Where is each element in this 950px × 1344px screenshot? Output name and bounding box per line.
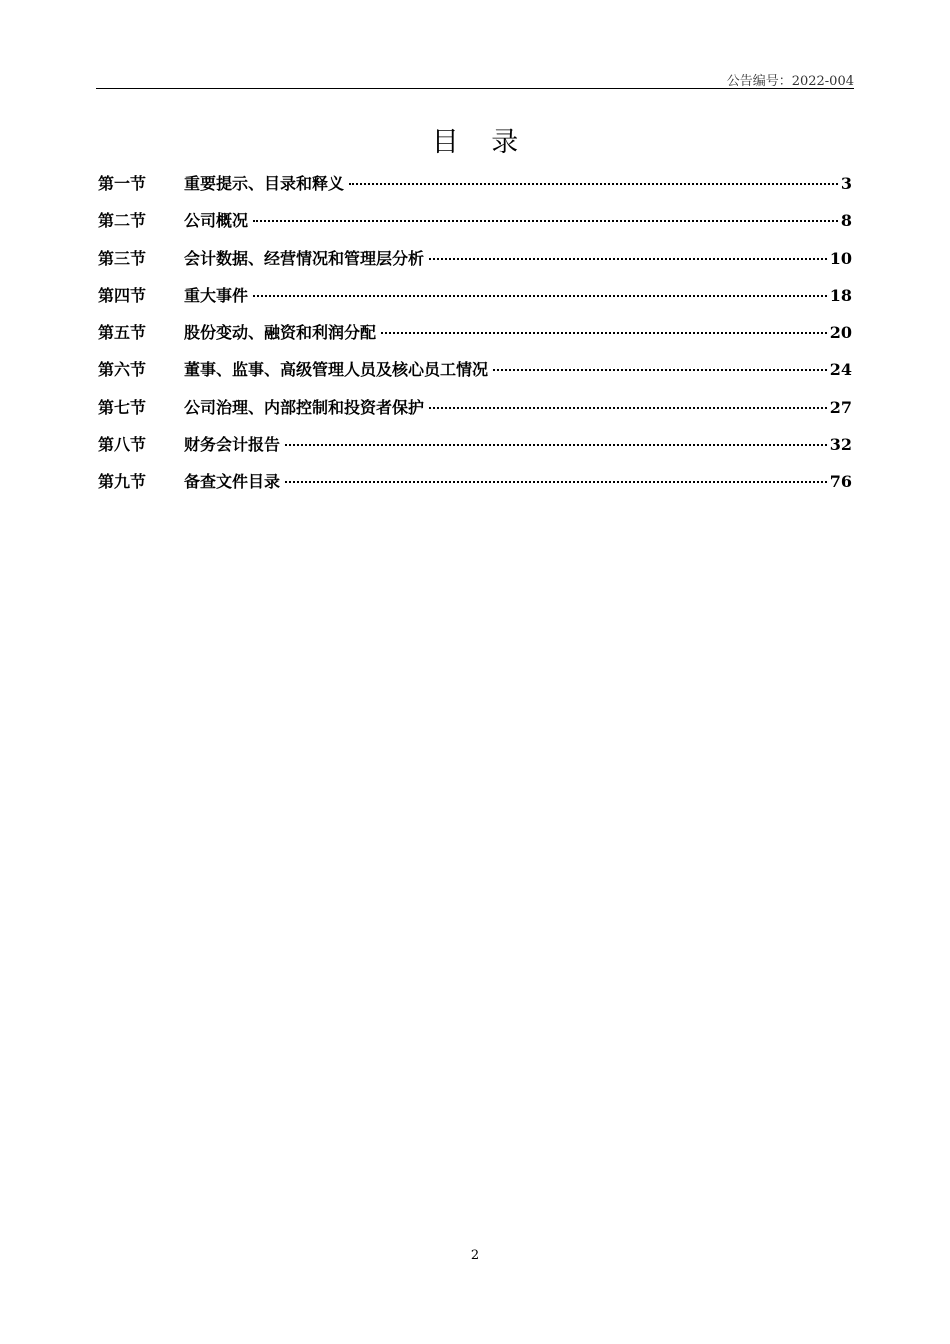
toc-page-number: 20: [829, 323, 852, 343]
toc-entry[interactable]: [98, 246, 852, 283]
page-number: 2: [470, 1248, 480, 1263]
dot-leader: [381, 332, 827, 334]
toc-section-title: 公司概况: [184, 211, 249, 231]
toc-entry[interactable]: [98, 395, 852, 432]
dot-leader: [253, 220, 838, 222]
page-title: 目 录: [431, 127, 531, 158]
toc-page-number: 32: [829, 435, 852, 455]
toc-entry[interactable]: [98, 432, 852, 469]
toc-page-number: 8: [840, 211, 852, 231]
toc-section-title: 重要提示、目录和释义: [184, 174, 345, 193]
toc-page-number: 18: [829, 285, 852, 305]
dot-leader: [285, 444, 827, 446]
toc-section-number: 第五节: [98, 323, 147, 343]
table-of-contents: [98, 171, 852, 507]
dot-leader: [429, 407, 827, 409]
toc-entry[interactable]: [98, 469, 852, 506]
toc-page-number: 24: [829, 360, 852, 380]
toc-entry[interactable]: [98, 208, 852, 245]
toc-section-title: 重大事件: [184, 285, 249, 305]
header-divider: [96, 88, 854, 89]
toc-section-number: 第六节: [98, 360, 147, 380]
toc-section-title: 财务会计报告: [184, 435, 281, 455]
toc-section-number: 第九节: [98, 472, 147, 492]
toc-section-number: 第八节: [98, 435, 147, 455]
toc-section-number: 第二节: [98, 211, 147, 231]
dot-leader: [493, 369, 827, 371]
toc-entry[interactable]: [98, 357, 852, 394]
dot-leader: [253, 295, 827, 297]
toc-entry[interactable]: [98, 171, 852, 208]
toc-page-number: 10: [829, 248, 852, 268]
toc-section-number: 第七节: [98, 397, 147, 417]
toc-page-number: 27: [829, 397, 852, 417]
toc-section-title: 公司治理、内部控制和投资者保护: [184, 397, 425, 417]
toc-page-number: 76: [829, 472, 852, 492]
toc-page-number: 3: [840, 174, 852, 193]
toc-section-title: 备查文件目录: [184, 472, 281, 492]
toc-section-title: 会计数据、经营情况和管理层分析: [184, 248, 425, 268]
toc-section-number: 第一节: [98, 174, 147, 193]
dot-leader: [349, 183, 838, 185]
dot-leader: [429, 258, 827, 260]
toc-section-title: 董事、监事、高级管理人员及核心员工情况: [184, 360, 489, 380]
toc-section-number: 第四节: [98, 285, 147, 305]
toc-section-number: 第三节: [98, 248, 147, 268]
toc-entry[interactable]: [98, 320, 852, 357]
toc-entry[interactable]: [98, 283, 852, 320]
announcement-number: 公告编号：2022-004: [726, 74, 854, 89]
toc-section-title: 股份变动、融资和利润分配: [184, 323, 377, 343]
dot-leader: [285, 481, 827, 483]
